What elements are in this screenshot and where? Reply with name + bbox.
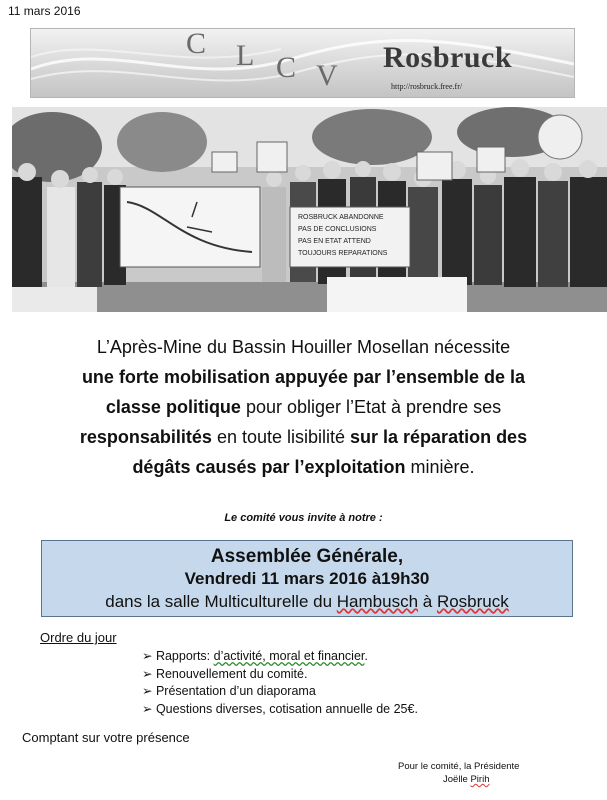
header-banner [30,28,575,98]
signature-role: Pour le comité, la Présidente [398,761,520,772]
message-line-2: une forte mobilisation appuyée par l’ensemble de la [81,367,526,387]
event-place: dans la salle Multiculturelle du Hambusch à Rosbruck [105,592,509,611]
logo-letter-c1: C [186,28,207,60]
logo-letter-v: V [316,59,338,92]
document-date: 11 mars 2016 [8,4,81,18]
agenda-item: ➢ Renouvellement du comité. [142,666,418,684]
closing-text: Comptant sur votre présence [22,730,190,745]
message-line-3: classe politique pour obliger l’Etat à prendre ses [105,397,502,417]
agenda-item: ➢ Présentation d’un diaporama [142,683,418,701]
photo-illustration [12,107,607,312]
agenda-item: ➢ Rapports: d’activité, moral et financier. [142,648,418,666]
invite-text: Le comité vous invite à notre : [224,512,383,524]
message-line-5: dégâts causés par l’exploitation minière. [132,457,475,477]
brand-name: Rosbruck [383,41,513,74]
agenda-title: Ordre du jour [40,630,117,645]
site-url: http://rosbruck.free.fr/ [391,82,463,91]
event-title: Assemblée Générale, [210,546,404,567]
agenda-item: ➢ Questions diverses, cotisation annuelle de 25€. [142,701,418,719]
logo-letter-c2: C [276,51,297,84]
sign-line-4: TOUJOURS REPARATIONS [298,250,388,257]
sign-line-2: PAS DE CONCLUSIONS [298,226,377,233]
protest-photo [12,107,607,312]
main-message [0,332,607,482]
message-line-1: L’Après-Mine du Bassin Houiller Mosellan nécessite [96,337,511,357]
message-line-4: responsabilités en toute lisibilité sur la réparation des [79,427,528,447]
sign-line-3: PAS EN ETAT ATTEND [298,238,371,245]
event-datetime: Vendredi 11 mars 2016 à19h30 [184,569,430,588]
agenda-list [142,648,418,718]
logo-letter-l: L [236,39,255,72]
signature [398,760,519,786]
sign-line-1: ROSBRUCK ABANDONNE [298,214,384,221]
signature-name: Joëlle Pirih [443,774,490,785]
event-box [41,540,573,617]
